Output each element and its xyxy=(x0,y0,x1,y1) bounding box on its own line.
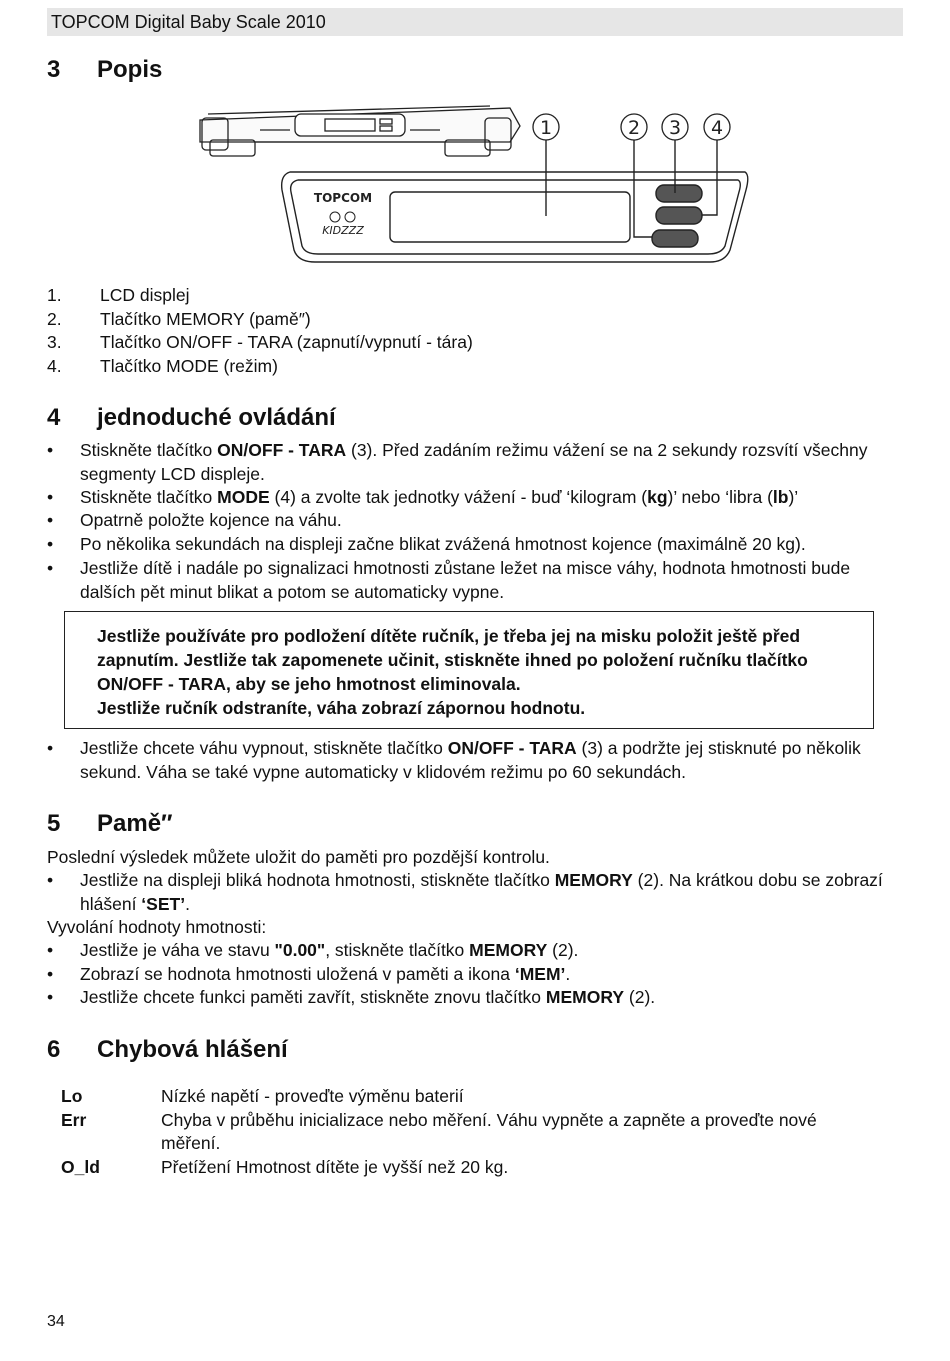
error-code: O_ld xyxy=(61,1156,100,1177)
item-number: 4. xyxy=(47,355,62,376)
note-text: Jestliže používáte pro podložení dítěte ručník, je třeba jej na misku položit ještě před zapnutím. Jestliže tak zapomenete učinit, stiskněte ihned po položení ručníku tlačítko ON/OFF - TARA, aby se jeho hmotnost eliminovala. xyxy=(97,626,808,694)
error-table xyxy=(61,1085,861,1179)
item-number: 2. xyxy=(47,308,62,329)
page-header xyxy=(47,8,903,36)
bullet-item: • Po několika sekundách na displeji začne blikat zvážená hmotnost kojence (maximálně 20 kg). xyxy=(47,533,887,557)
error-description: Přetížení Hmotnost dítěte je vyšší než 20 kg. xyxy=(161,1156,509,1177)
error-description: Nízké napětí - proveďte výměnu baterií xyxy=(161,1086,464,1106)
bold-text: lb xyxy=(772,487,789,507)
section-3-heading xyxy=(47,56,162,84)
callout-label-1: 1 xyxy=(539,117,553,139)
brand-label: TOPCOM xyxy=(313,191,373,205)
table-row xyxy=(61,1109,861,1156)
bold-text: ‘SET’ xyxy=(141,893,186,914)
text: Jestliže chcete funkci paměti zavřít, stiskněte znovu tlačítko xyxy=(80,987,546,1007)
section-title: jednoduché ovládání xyxy=(97,404,336,431)
bold-text: MEMORY xyxy=(469,940,548,960)
bold-text: MEMORY xyxy=(554,870,633,890)
bullet-item: • Jestliže chcete váhu vypnout, stiskněte tlačítko ON/OFF - TARA (3) a podržte jej stisknuté po několik sekund. Váha se také vypne automaticky v klidovém režimu po 60 sekundách. xyxy=(47,738,861,782)
bold-text: kg xyxy=(647,487,668,507)
scale-top-view xyxy=(200,106,520,156)
note-text: Jestliže ručník odstraníte, váha zobrazí zápornou hodnotu. xyxy=(97,698,586,718)
paragraph: Vyvolání hodnoty hmotnosti: xyxy=(47,917,267,937)
text: Jestliže na displeji bliká hodnota hmotnosti, stiskněte tlačítko xyxy=(80,870,555,890)
bold-text: MEMORY xyxy=(545,987,625,1007)
mode-button-shape xyxy=(656,185,702,202)
text: Jestliže je váha ve stavu xyxy=(80,940,275,960)
error-description: Chyba v průběhu inicializace nebo měření. Váhu vypněte a zapněte a proveďte nové měření. xyxy=(161,1109,817,1153)
section-number: 4 xyxy=(47,404,61,431)
text: Opatrně položte kojence na váhu. xyxy=(80,510,342,530)
callout-label-4: 4 xyxy=(710,117,724,139)
paragraph: Poslední výsledek můžete uložit do paměti pro pozdější kontrolu. xyxy=(47,847,550,867)
table-row xyxy=(61,1156,861,1180)
text: Jestliže chcete váhu vypnout, stiskněte tlačítko xyxy=(80,738,448,758)
section-title: Popis xyxy=(97,56,163,83)
callout-label-2: 2 xyxy=(627,117,641,139)
memory-button-shape xyxy=(652,230,698,247)
text: Po několika sekundách na displeji začne blikat zvážená hmotnost kojence (maximálně 20 kg). xyxy=(80,534,806,554)
section-title: Chybová hlášení xyxy=(97,1036,288,1063)
section-5-heading xyxy=(47,810,173,838)
item-number: 1. xyxy=(47,285,62,305)
bullet-item: • Opatrně položte kojence na váhu. xyxy=(47,509,887,533)
bold-text: ‘MEM’ xyxy=(514,964,566,984)
bullet-item: • Jestliže na displeji bliká hodnota hmotnosti, stiskněte tlačítko MEMORY (2). Na krátkou dobu se zobrazí hlášení ‘SET’. xyxy=(47,870,883,914)
error-code: Err xyxy=(61,1109,87,1130)
section-number: 6 xyxy=(47,1036,61,1063)
kidzzz-logo-text: KIDZZZ xyxy=(322,224,364,237)
bold-text: ON/OFF - TARA xyxy=(217,440,347,460)
text: Stiskněte tlačítko xyxy=(80,487,218,507)
text: )’ xyxy=(788,487,799,507)
item-label: LCD displej xyxy=(100,285,190,305)
text: (2). xyxy=(547,940,579,960)
note-box xyxy=(64,611,874,729)
text: (2). Na krátkou dobu se zobrazí hlášení xyxy=(80,870,883,914)
text: Stiskněte tlačítko xyxy=(80,440,218,460)
error-code: Lo xyxy=(61,1086,83,1106)
item-label: Tlačítko ON/OFF - TARA (zapnutí/vypnutí - tára) xyxy=(100,332,473,352)
table-row xyxy=(61,1085,861,1109)
bold-text: ON/OFF - TARA xyxy=(447,738,577,758)
text: , stiskněte tlačítko xyxy=(325,940,470,960)
item-number: 3. xyxy=(47,332,62,352)
bullet-item: • Jestliže je váha ve stavu "0.00", stiskněte tlačítko MEMORY (2). xyxy=(47,940,579,960)
header-title: TOPCOM Digital Baby Scale 2010 xyxy=(51,12,326,32)
item-label: Tlačítko MEMORY (pamě″) xyxy=(100,308,311,329)
bullet-item: • Stiskněte tlačítko ON/OFF - TARA (3). Před zadáním režimu vážení se na 2 sekundy rozsvítí všechny segmenty LCD displeje. xyxy=(47,440,868,484)
text: Jestliže dítě i nadále po signalizaci hmotnosti zůstane ležet na misce váhy, hodnota hmotnosti bude dalších pět minut blikat a potom se automaticky vypne. xyxy=(80,558,851,602)
section-title: Pamě″ xyxy=(97,810,173,837)
text: (4) a zvolte tak jednotky vážení - buď ‘kilogram ( xyxy=(269,487,648,507)
section-6-heading xyxy=(47,1036,288,1064)
scale-diagram xyxy=(190,100,770,280)
text: . xyxy=(565,964,571,984)
callout-label-3: 3 xyxy=(668,117,682,139)
text: . xyxy=(185,893,190,914)
item-label: Tlačítko MODE (režim) xyxy=(100,355,278,376)
section-number: 5 xyxy=(47,810,61,837)
text: (3) a podržte jej stisknuté po několik sekund. Váha se také vypne automaticky v klidovém režimu po 60 sekundách. xyxy=(80,738,861,782)
section-number: 3 xyxy=(47,56,61,83)
bold-text: "0.00" xyxy=(274,940,326,960)
text: (2). xyxy=(624,987,656,1007)
bullet-item: • Zobrazí se hodnota hmotnosti uložená v paměti a ikona ‘MEM’. xyxy=(47,964,571,984)
onoff-button-shape xyxy=(656,207,702,224)
bullet-item: • Jestliže dítě i nadále po signalizaci hmotnosti zůstane ležet na misce váhy, hodnota hmotnosti bude dalších pět minut blikat a potom se automaticky vypne. xyxy=(47,557,877,604)
section-4-heading xyxy=(47,404,336,432)
bullet-item: • Jestliže chcete funkci paměti zavřít, stiskněte znovu tlačítko MEMORY (2). xyxy=(47,987,656,1007)
text: )’ nebo ‘libra ( xyxy=(667,487,773,507)
page-number: 34 xyxy=(47,1313,65,1330)
text: Zobrazí se hodnota hmotnosti uložená v paměti a ikona xyxy=(80,964,515,984)
text: (3). Před zadáním režimu vážení se na 2 sekundy rozsvítí všechny segmenty LCD displeje. xyxy=(80,440,868,484)
bullet-item: • Stiskněte tlačítko MODE (4) a zvolte tak jednotky vážení - buď ‘kilogram (kg)’ nebo ‘libra (lb)’ xyxy=(47,487,799,507)
bold-text: MODE xyxy=(217,487,270,507)
